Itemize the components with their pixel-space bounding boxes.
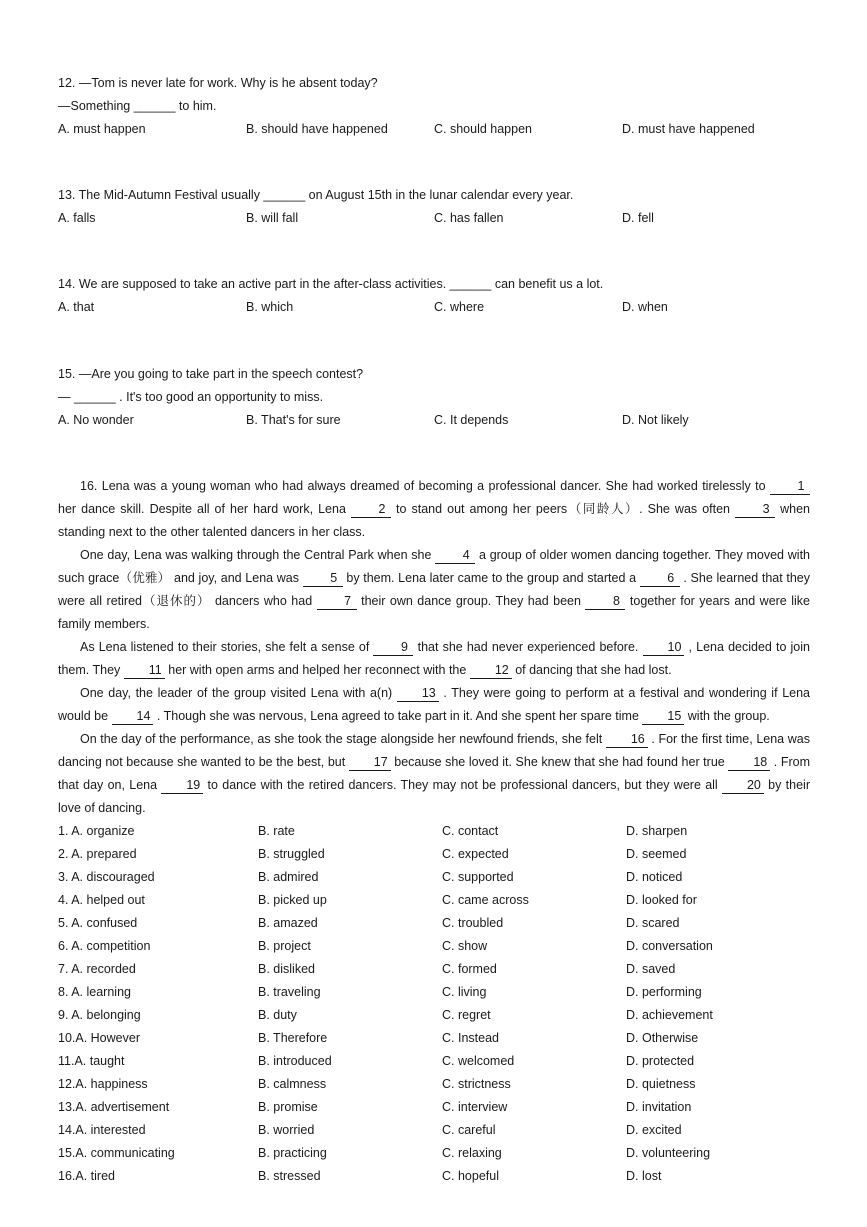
blank-1[interactable]: 1 [770, 478, 810, 495]
option-b[interactable]: B. disliked [258, 962, 315, 976]
option-c[interactable]: C. supported [442, 870, 514, 884]
option-a[interactable]: 14.A. interested [58, 1123, 146, 1137]
option-c[interactable]: C. should happen [434, 122, 532, 136]
question-15 [58, 363, 810, 432]
passage-paragraph-4: One day, the leader of the group visited Lena with a(n) 13 . They were going to perform at a festival and wondering if Lena would be 14 . Though she was nervous, Lena agreed to take part in it. And she spent her spare time 15 with the group. [58, 686, 810, 723]
option-row-2 [58, 843, 810, 866]
option-a[interactable]: 7. A. recorded [58, 962, 136, 976]
cloze-options-list [58, 820, 810, 1188]
question-12 [58, 72, 810, 141]
option-a[interactable]: 3. A. discouraged [58, 870, 155, 884]
option-row-5 [58, 912, 810, 935]
option-a[interactable]: 15.A. communicating [58, 1146, 175, 1160]
option-d[interactable]: D. scared [626, 916, 680, 930]
blank-9[interactable]: 9 [373, 639, 413, 656]
question-stem-line: — ______ . It's too good an opportunity to miss. [58, 390, 324, 404]
option-d[interactable]: D. when [622, 300, 668, 314]
option-row-1 [58, 820, 810, 843]
question-stem: 14. We are supposed to take an active part in the after-class activities. ______ can benefit us a lot. [58, 277, 604, 291]
option-d[interactable]: D. invitation [626, 1100, 692, 1114]
passage-paragraph-1: 16. Lena was a young woman who had always dreamed of becoming a professional dancer. She had worked tirelessly to 1 her dance skill. Despite all of her hard work, Lena 2 to stand out among her peers（同龄人）. She was often 3 when standing next to the other talented dancers in her class. [58, 479, 810, 539]
option-b[interactable]: B. should have happened [246, 122, 388, 136]
option-a[interactable]: 9. A. belonging [58, 1008, 141, 1022]
blank-17[interactable]: 17 [349, 754, 391, 771]
option-c[interactable]: C. strictness [442, 1077, 511, 1091]
option-b[interactable]: B. amazed [258, 916, 318, 930]
option-c[interactable]: C. It depends [434, 413, 509, 427]
option-a[interactable]: A. must happen [58, 122, 146, 136]
options-row [58, 118, 810, 141]
option-c[interactable]: C. where [434, 300, 485, 314]
option-a[interactable]: 1. A. organize [58, 824, 135, 838]
options-row [58, 409, 810, 432]
option-d[interactable]: D. quietness [626, 1077, 696, 1091]
option-d[interactable]: D. must have happened [622, 122, 755, 136]
option-row-13 [58, 1096, 810, 1119]
blank-20[interactable]: 20 [722, 777, 764, 794]
option-a[interactable]: 4. A. helped out [58, 893, 145, 907]
option-row-4 [58, 889, 810, 912]
option-a[interactable]: 10.A. However [58, 1031, 140, 1045]
blank-14[interactable]: 14 [112, 708, 154, 725]
blank-5[interactable]: 5 [303, 570, 343, 587]
option-d[interactable]: D. protected [626, 1054, 695, 1068]
option-b[interactable]: B. will fall [246, 211, 299, 225]
option-row-7 [58, 958, 810, 981]
option-c[interactable]: C. living [442, 985, 487, 999]
option-b[interactable]: B. duty [258, 1008, 297, 1022]
option-d[interactable]: D. volunteering [626, 1146, 711, 1160]
option-c[interactable]: C. troubled [442, 916, 504, 930]
option-c[interactable]: C. contact [442, 824, 499, 838]
blank-18[interactable]: 18 [728, 754, 770, 771]
option-b[interactable]: B. admired [258, 870, 319, 884]
option-row-10 [58, 1027, 810, 1050]
option-d[interactable]: D. fell [622, 211, 654, 225]
option-row-12 [58, 1073, 810, 1096]
option-b[interactable]: B. struggled [258, 847, 325, 861]
option-c[interactable]: C. formed [442, 962, 497, 976]
option-b[interactable]: B. traveling [258, 985, 321, 999]
option-row-15 [58, 1142, 810, 1165]
option-c[interactable]: C. careful [442, 1123, 496, 1137]
option-c[interactable]: C. hopeful [442, 1169, 499, 1183]
option-b[interactable]: B. stressed [258, 1169, 321, 1183]
option-b[interactable]: B. which [246, 300, 294, 314]
option-row-14 [58, 1119, 810, 1142]
option-c[interactable]: C. regret [442, 1008, 491, 1022]
passage-paragraph-3: As Lena listened to their stories, she felt a sense of 9 that she had never experienced before. 10 , Lena decided to join them. They 11 her with open arms and helped her reconnect with the 12 of dancing that she had lost. [58, 640, 810, 677]
option-d[interactable]: D. noticed [626, 870, 683, 884]
option-row-16 [58, 1165, 810, 1188]
blank-3[interactable]: 3 [735, 501, 775, 518]
question-13 [58, 184, 810, 230]
option-d[interactable]: D. excited [626, 1123, 682, 1137]
option-c[interactable]: C. show [442, 939, 488, 953]
passage-paragraph-5: On the day of the performance, as she took the stage alongside her newfound friends, she felt 16 . For the first time, Lena was dancing not because she wanted to be the best, but 17 because she loved it. She knew that she had found her true 18 . From that day on, Lena 19 to dance with the retired dancers. They may not be professional dancers, but they were all 20 by their love of dancing. [58, 732, 810, 815]
blank-7[interactable]: 7 [317, 593, 357, 610]
option-d[interactable]: D. Not likely [622, 413, 689, 427]
option-c[interactable]: C. welcomed [442, 1054, 515, 1068]
option-c[interactable]: C. has fallen [434, 211, 504, 225]
option-a[interactable]: 2. A. prepared [58, 847, 137, 861]
option-a[interactable]: 11.A. taught [58, 1054, 125, 1068]
option-a[interactable]: A. that [58, 300, 95, 314]
option-d[interactable]: D. conversation [626, 939, 713, 953]
option-b[interactable]: B. rate [258, 824, 295, 838]
passage-paragraph-2: One day, Lena was walking through the Central Park when she 4 a group of older women dancing together. They moved with such grace（优雅） and joy, and Lena was 5 by them. Lena later came to the group and started a 6 . She learned that they were all retired（退休的） dancers who had 7 their own dance group. They had been 8 together for years and were like family members. [58, 548, 810, 631]
question-14 [58, 273, 810, 319]
option-d[interactable]: D. looked for [626, 893, 697, 907]
option-d[interactable]: D. sharpen [626, 824, 688, 838]
option-a[interactable]: 16.A. tired [58, 1169, 115, 1183]
option-d[interactable]: D. Otherwise [626, 1031, 699, 1045]
option-d[interactable]: D. achievement [626, 1008, 713, 1022]
option-a[interactable]: A. falls [58, 211, 96, 225]
question-stem: 15. —Are you going to take part in the speech contest? [58, 367, 364, 381]
options-row [58, 296, 810, 319]
cloze-passage [58, 475, 810, 820]
option-row-3 [58, 866, 810, 889]
question-stem: 13. The Mid-Autumn Festival usually ______ on August 15th in the lunar calendar every year. [58, 188, 574, 202]
option-b[interactable]: B. practicing [258, 1146, 327, 1160]
blank-15[interactable]: 15 [642, 708, 684, 725]
option-row-11 [58, 1050, 810, 1073]
blank-19[interactable]: 19 [161, 777, 203, 794]
option-a[interactable]: A. No wonder [58, 413, 134, 427]
blank-12[interactable]: 12 [470, 662, 512, 679]
blank-11[interactable]: 11 [124, 662, 165, 679]
option-b[interactable]: B. worried [258, 1123, 315, 1137]
option-d[interactable]: D. lost [626, 1169, 662, 1183]
option-b[interactable]: B. That's for sure [246, 413, 341, 427]
option-b[interactable]: B. promise [258, 1100, 318, 1114]
option-b[interactable]: B. project [258, 939, 311, 953]
option-c[interactable]: C. Instead [442, 1031, 499, 1045]
option-a[interactable]: 13.A. advertisement [58, 1100, 170, 1114]
option-d[interactable]: D. performing [626, 985, 702, 999]
option-b[interactable]: B. introduced [258, 1054, 332, 1068]
option-c[interactable]: C. came across [442, 893, 529, 907]
option-c[interactable]: C. expected [442, 847, 509, 861]
option-row-9 [58, 1004, 810, 1027]
option-c[interactable]: C. relaxing [442, 1146, 502, 1160]
question-stem: 12. —Tom is never late for work. Why is he absent today? [58, 76, 378, 90]
option-d[interactable]: D. saved [626, 962, 676, 976]
blank-6[interactable]: 6 [640, 570, 680, 587]
blank-16[interactable]: 16 [606, 731, 648, 748]
blank-13[interactable]: 13 [397, 685, 439, 702]
option-row-8 [58, 981, 810, 1004]
option-row-6 [58, 935, 810, 958]
options-row [58, 207, 810, 230]
option-b[interactable]: B. picked up [258, 893, 327, 907]
option-a[interactable]: 5. A. confused [58, 916, 138, 930]
question-stem-line: —Something ______ to him. [58, 99, 217, 113]
option-a[interactable]: 6. A. competition [58, 939, 151, 953]
blank-2[interactable]: 2 [351, 501, 391, 518]
blank-8[interactable]: 8 [585, 593, 625, 610]
option-d[interactable]: D. seemed [626, 847, 687, 861]
option-a[interactable]: 8. A. learning [58, 985, 131, 999]
option-b[interactable]: B. Therefore [258, 1031, 328, 1045]
blank-10[interactable]: 10 [643, 639, 685, 656]
option-a[interactable]: 12.A. happiness [58, 1077, 148, 1091]
blank-4[interactable]: 4 [435, 547, 475, 564]
option-c[interactable]: C. interview [442, 1100, 508, 1114]
option-b[interactable]: B. calmness [258, 1077, 327, 1091]
